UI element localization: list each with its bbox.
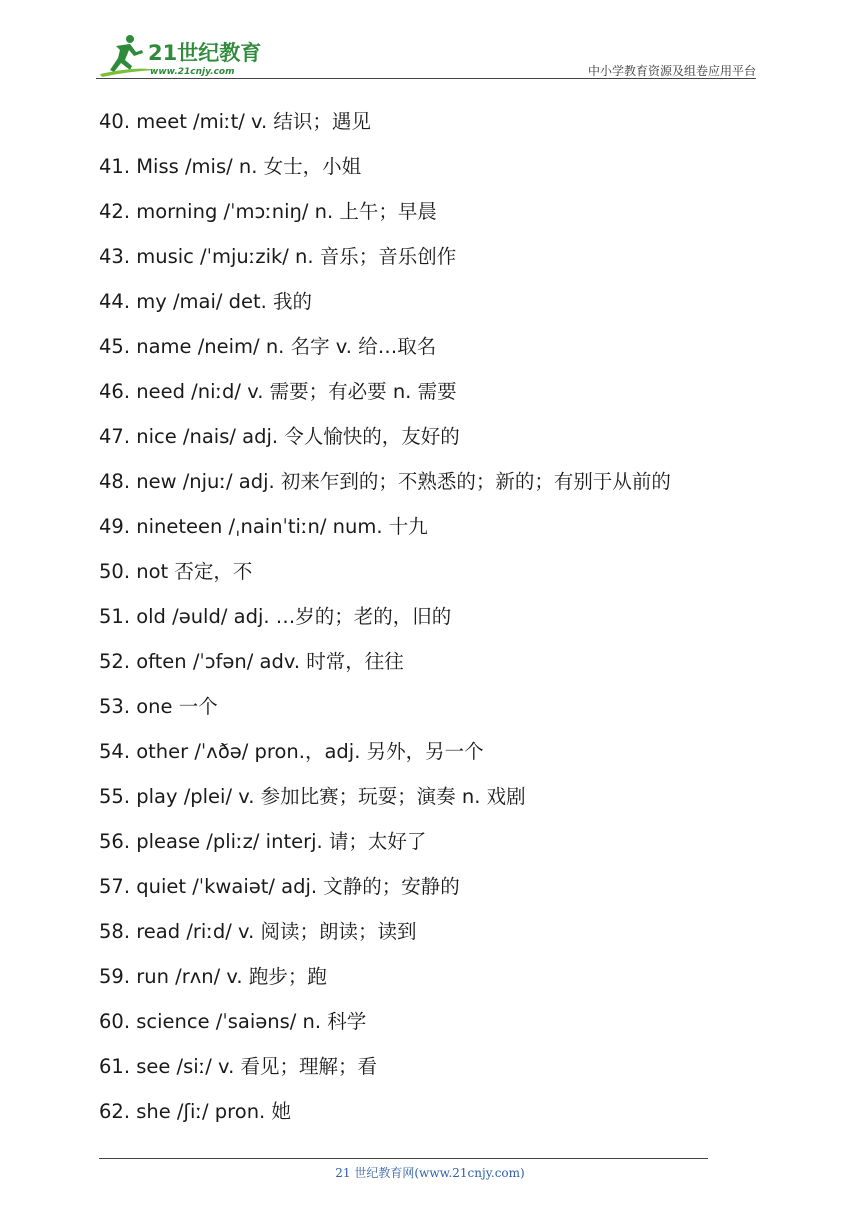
list-item: 62. she /ʃiː/ pron. 她 [99, 1100, 291, 1123]
list-item: 60. science /ˈsaiəns/ n. 科学 [99, 1010, 367, 1033]
list-item: 46. need /niːd/ v. 需要；有必要 n. 需要 [99, 380, 457, 403]
list-item: 55. play /plei/ v. 参加比赛；玩耍；演奏 n. 戏剧 [99, 785, 526, 808]
list-item: 58. read /riːd/ v. 阅读；朗读；读到 [99, 920, 417, 943]
logo-url: www.21cnjy.com [150, 67, 235, 77]
vocabulary-list [99, 107, 799, 1142]
list-item: 51. old /əuld/ adj. …岁的；老的，旧的 [99, 605, 452, 628]
list-item: 47. nice /nais/ adj. 令人愉快的，友好的 [99, 425, 460, 448]
list-item: 56. please /pliːz/ interj. 请；太好了 [99, 830, 427, 853]
list-item: 44. my /mai/ det. 我的 [99, 290, 313, 313]
list-item: 45. name /neim/ n. 名字 v. 给…取名 [99, 335, 437, 358]
page-header [96, 30, 756, 80]
list-item: 59. run /rʌn/ v. 跑步；跑 [99, 965, 327, 988]
logo-text: 21世纪教育 [148, 41, 262, 65]
list-item: 41. Miss /mis/ n. 女士，小姐 [99, 155, 362, 178]
list-item: 54. other /ˈʌðə/ pron.，adj. 另外，另一个 [99, 740, 484, 763]
footer-divider [99, 1158, 708, 1159]
list-item: 43. music /ˈmjuːzik/ n. 音乐；音乐创作 [99, 245, 457, 268]
list-item: 40. meet /miːt/ v. 结识；遇见 [99, 110, 371, 133]
header-divider [96, 78, 756, 79]
header-tagline: 中小学教育资源及组卷应用平台 [587, 64, 756, 78]
list-item: 42. morning /ˈmɔːniŋ/ n. 上午；早晨 [99, 200, 437, 223]
list-item: 48. new /njuː/ adj. 初来乍到的；不熟悉的；新的；有别于从前的 [99, 470, 671, 493]
list-item: 61. see /siː/ v. 看见；理解；看 [99, 1055, 377, 1078]
logo [96, 30, 266, 80]
list-item: 53. one 一个 [99, 695, 218, 718]
list-item: 50. not 否定，不 [99, 560, 253, 583]
list-item: 49. nineteen /ˌnainˈtiːn/ num. 十九 [99, 515, 428, 538]
page-footer: 21 世纪教育网(www.21cnjy.com) [335, 1166, 525, 1180]
list-item: 52. often /ˈɔfən/ adv. 时常，往往 [99, 650, 404, 673]
list-item: 57. quiet /ˈkwaiət/ adj. 文静的；安静的 [99, 875, 460, 898]
